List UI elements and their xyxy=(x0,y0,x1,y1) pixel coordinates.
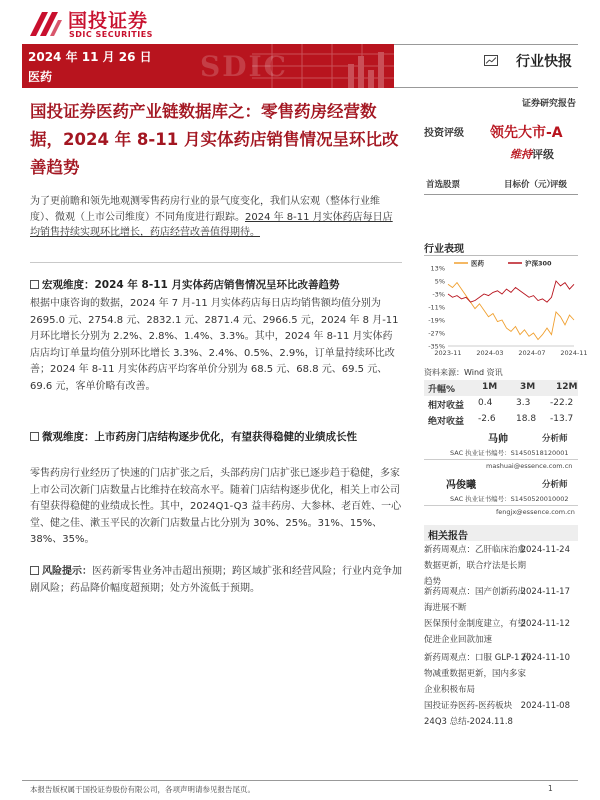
y-tick-label: -11% xyxy=(428,303,445,312)
performance-title: 行业表现 xyxy=(424,244,464,255)
stock-col-target: 目标价（元） xyxy=(504,180,556,190)
related-report-title[interactable]: 医保预付金制度建立，有望促进企业回款加速 xyxy=(424,619,527,645)
logo-name-en: SDIC SECURITIES xyxy=(69,30,153,39)
section-risk xyxy=(30,564,402,597)
related-report-title[interactable]: 新药周观点：乙肝临床治愈数据更新，联合疗法是长期趋势 xyxy=(424,545,527,587)
stock-col-rating: 评级 xyxy=(550,180,568,190)
header-banner xyxy=(22,44,578,88)
return-row-relative xyxy=(424,396,578,412)
intro-divider xyxy=(30,262,402,263)
related-report-item[interactable] xyxy=(424,698,578,730)
banner-deco-text: SDIC xyxy=(200,50,288,83)
rating-change-suffix: 评级 xyxy=(532,148,554,161)
performance-chart xyxy=(424,256,588,360)
banner-red-block xyxy=(22,44,394,88)
related-report-item[interactable] xyxy=(424,584,578,616)
banner-right-block xyxy=(394,44,578,88)
return-row-absolute xyxy=(424,412,578,428)
related-reports-title: 相关报告 xyxy=(424,525,578,541)
org-label: 证券研究报告 xyxy=(521,99,576,109)
analyst-email[interactable]: fengjx@essence.com.cn xyxy=(496,508,575,516)
analyst-sac: SAC 执业证书编号：S1450520010002 xyxy=(450,495,569,503)
series-line-0 xyxy=(448,283,574,340)
x-tick-label: 2023-11 xyxy=(434,349,462,357)
analyst-name: 马帅 xyxy=(488,434,508,445)
intro-text: 为了更前瞻和领先地观测零售药房行业的景气度变化，我们从宏观（整体行业维度）、微观（上市公司维度）不同角度进行跟踪。 xyxy=(30,196,380,223)
x-tick-label: 2024-11 xyxy=(560,349,588,357)
return-cell: 0.4 xyxy=(478,398,493,408)
report-title: 国投证券医药产业链数据库之：零售药房经营数据，2024 年 8-11 月实体药店销售情况呈环比改善趋势 xyxy=(30,102,399,177)
section-micro-body: 零售药房行业经历了快速的门店扩张之后，头部药房门店扩张已逐步趋于稳健，多家上市公司次新门店数量占比维持在较高水平。随着门店结构逐步优化，相关上市公司有望获得稳健的业绩成长性。其中，2024Q1-Q3 益丰药房、大参林、老百姓、一心堂、健之佳、漱玉平民的次新门店数量占比分别为 30%、25%。31%、15%、38%、35%。 xyxy=(30,468,402,545)
section-risk-body: 医药新零售业务冲击超出预期；跨区域扩张和经营风险；行业内竞争加剧风险；药品降价幅度超预期；处方外流低于预期。 xyxy=(30,566,402,594)
related-report-item[interactable] xyxy=(424,616,578,648)
analyst-name: 冯俊曦 xyxy=(446,480,476,491)
logo-mark-icon xyxy=(28,8,64,38)
section-bullet-icon xyxy=(30,566,39,575)
rating-value: 领先大市-A xyxy=(490,125,563,141)
return-cell: -13.7 xyxy=(550,414,574,424)
section-macro-heading xyxy=(30,276,402,295)
related-report-title[interactable]: 新药周观点：国产创新药出海进展不断 xyxy=(424,587,527,613)
section-micro-heading xyxy=(30,428,402,447)
related-report-title[interactable]: 新药周观点：口服 GLP-1 药物减重数据更新，国内多家企业积极布局 xyxy=(424,653,531,695)
section-micro-heading-text: 微观维度：上市药房门店结构逐步优化，有望获得稳健的业绩成长性 xyxy=(42,431,357,443)
return-cell: 18.8 xyxy=(516,414,537,424)
intro-paragraph xyxy=(30,194,402,241)
return-row-label: 绝对收益 xyxy=(428,417,465,427)
intro-underlined: 2024 年 8-11 月实体药店每日店均销售持续实现环比增长，药店经营改善值得期待。 xyxy=(30,211,393,238)
y-tick-label: -19% xyxy=(428,316,445,325)
legend-label: 沪深300 xyxy=(525,259,552,268)
x-tick-label: 2024-07 xyxy=(518,349,546,357)
analyst-role: 分析师 xyxy=(542,480,568,490)
analyst-sac: SAC 执业证书编号：S1450518120001 xyxy=(450,449,569,457)
chart-icon xyxy=(484,55,498,66)
rating-change xyxy=(510,146,554,162)
related-report-item[interactable] xyxy=(424,542,578,590)
related-report-date: 2024-11-12 xyxy=(520,619,570,629)
section-bullet-icon xyxy=(30,432,39,441)
return-table-header xyxy=(424,380,578,396)
analyst-email[interactable]: mashuai@essence.com.cn xyxy=(486,462,573,470)
y-tick-label: -35% xyxy=(428,342,445,351)
return-row-label: 相对收益 xyxy=(428,401,465,411)
section-macro-heading-text: 宏观维度：2024 年 8-11 月实体药店销售情况呈环比改善趋势 xyxy=(42,279,340,291)
report-date: 2024 年 11 月 26 日 xyxy=(28,50,152,64)
section-bullet-icon xyxy=(30,280,39,289)
x-tick-label: 2024-03 xyxy=(476,349,504,357)
logo-name-cn: 国投证券 xyxy=(68,10,149,32)
return-cell: -2.6 xyxy=(478,414,496,424)
related-report-date: 2024-11-24 xyxy=(520,545,570,555)
analyst-line xyxy=(424,459,578,460)
related-report-item[interactable] xyxy=(424,650,578,698)
section-macro-body: 根据中康咨询的数据，2024 年 7 月-11 月实体药店每日店均销售额均值分别为 2695.0 元、2754.8 元、2832.1 元、2871.4 元、2966.5 元，2024 年 8 月-11 月环比增长分别为 2.2%、2.8%、1.4%、3.3%。其中，2024 年 8-11 月实体药店店均订单量均值分别环比增长 3.3%、2.4%、0.5%、2.9%，订单量持续环比改善；2024 年 8-11 月实体药店平均客单价分别为 68.5 元、68.8 元、69.5 元、69.6 元，客单价略有改善。 xyxy=(30,298,399,392)
return-cell: -22.2 xyxy=(550,398,574,408)
related-report-date: 2024-11-17 xyxy=(520,587,570,597)
return-cell: 3.3 xyxy=(516,398,531,408)
stock-col-name: 首选股票 xyxy=(426,180,461,190)
return-col-0: 升幅% xyxy=(428,385,456,395)
legend-label: 医药 xyxy=(471,259,484,268)
return-col-3: 12M xyxy=(556,382,578,392)
related-report-title[interactable]: 国投证券医药-医药板块 24Q3 总结-2024.11.8 xyxy=(424,701,513,727)
company-logo xyxy=(28,6,208,42)
rating-label: 投资评级 xyxy=(424,128,464,139)
related-report-date: 2024-11-10 xyxy=(520,653,570,663)
y-tick-label: 5% xyxy=(434,277,445,286)
footer-line xyxy=(22,780,578,781)
analyst-role: 分析师 xyxy=(542,434,568,444)
stock-header-line xyxy=(424,194,578,195)
rating-change-prefix: 维持 xyxy=(510,148,532,161)
report-type: 行业快报 xyxy=(516,54,572,70)
y-tick-label: 13% xyxy=(430,264,445,273)
series-line-1 xyxy=(448,281,574,302)
return-col-1: 1M xyxy=(482,382,498,392)
chart-source: 资料来源：Wind 资讯 xyxy=(424,368,503,377)
y-tick-label: -27% xyxy=(428,329,445,338)
footer-disclaimer: 本报告版权属于国投证券股份有限公司，各项声明请参见报告尾页。 xyxy=(30,785,255,794)
analyst-line xyxy=(424,505,578,506)
page-number: 1 xyxy=(548,784,553,793)
section-risk-heading: 风险提示： xyxy=(42,566,92,577)
y-tick-label: -3% xyxy=(432,290,445,299)
related-report-date: 2024-11-08 xyxy=(520,701,570,711)
report-sector: 医药 xyxy=(28,70,53,84)
return-col-2: 3M xyxy=(520,382,536,392)
